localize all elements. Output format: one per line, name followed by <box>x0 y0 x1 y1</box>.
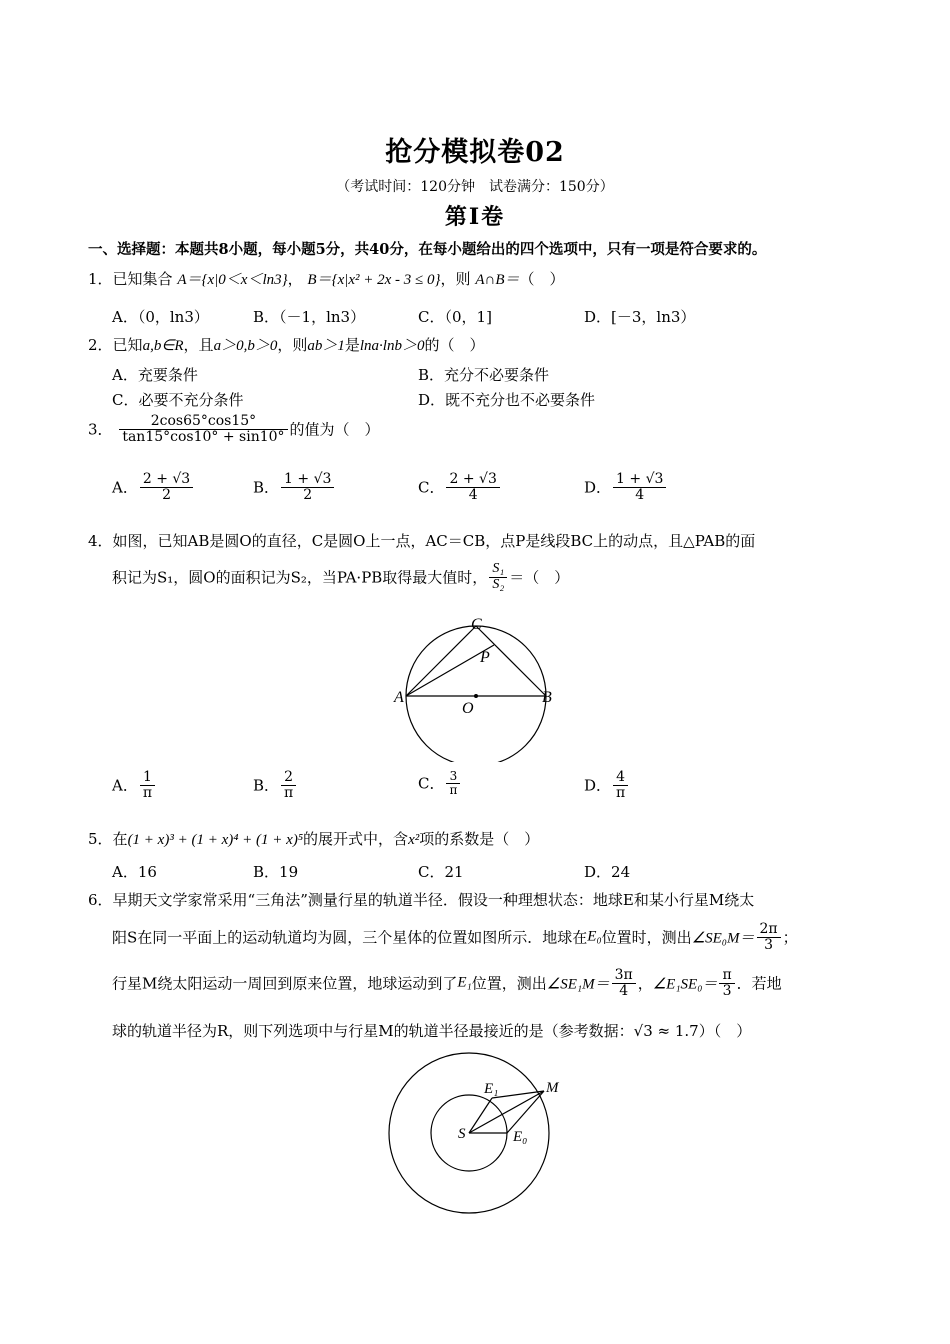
option-d: D．24 <box>584 863 631 881</box>
question-5-stem: 5．在(1 + x)³ + (1 + x)⁴ + (1 + x)⁵的展开式中，含x²项的系数是（ ） <box>88 830 540 848</box>
binomial-sum: (1 + x)³ + (1 + x)⁴ + (1 + x)⁵ <box>127 832 304 848</box>
label-m: M <box>546 1080 559 1096</box>
orbit-figure <box>380 1050 580 1220</box>
option-a: A．充要条件 <box>112 366 198 384</box>
option-d: D．[－3，ln3） <box>584 308 696 326</box>
option-a: A． $\frac{2 + √3}{2}$ <box>112 472 195 502</box>
question-number: 1． <box>88 270 113 288</box>
set-b: B＝{x|x² + 2x - 3 ≤ 0} <box>307 272 441 288</box>
segment-e0m <box>507 1091 544 1133</box>
exam-info: （考试时间：120分钟 试卷满分：150分） <box>336 179 614 195</box>
part-heading: 第Ⅰ卷 <box>444 204 506 230</box>
option-b: B．充分不必要条件 <box>418 366 550 384</box>
option-d: D． $\frac{1 + √3}{4}$ <box>584 472 668 502</box>
option-b: B．19 <box>253 863 299 881</box>
label-a: A <box>394 689 404 706</box>
label-b: B <box>542 689 552 706</box>
segment-e1m <box>492 1091 544 1098</box>
option-d: D．既不充分也不必要条件 <box>418 391 596 409</box>
section-heading: 一、选择题：本题共8小题，每小题5分，共40分，在每小题给出的四个选项中，只有一项是符合要求的。 <box>88 241 767 258</box>
option-a: A．（0，ln3） <box>112 308 209 326</box>
label-c: C <box>471 616 482 633</box>
option-c: C． $\frac{2 + √3}{4}$ <box>418 472 502 502</box>
intersection-expr: A∩B＝ <box>475 272 520 288</box>
set-a: A＝{x|0＜x＜ln3} <box>177 272 288 288</box>
option-c: C． $\frac{3}{\pi}$ <box>418 770 462 796</box>
question-number: 4． <box>88 532 113 550</box>
option-c: C．21 <box>418 863 464 881</box>
question-3-stem: 3． $\frac{2\cos 65^\circ\cos 15^\circ}{\tan 15^\circ\cos 10^\circ + \sin 10^\circ}$ 的值为（ ） <box>88 413 380 445</box>
center-point <box>474 694 478 698</box>
page-title: 抢分模拟卷02 <box>385 137 565 168</box>
question-number: 3． <box>88 420 113 439</box>
label-e1: E₁ <box>484 1081 499 1097</box>
option-b: B． $\frac{2}{\pi}$ <box>253 770 298 800</box>
option-b: B． $\frac{1 + √3}{2}$ <box>253 472 336 502</box>
option-c: C．必要不充分条件 <box>112 391 244 409</box>
option-a: A． $\frac{1}{\pi}$ <box>112 770 157 800</box>
segment-se1 <box>469 1098 492 1133</box>
option-b: B．（－1，ln3） <box>253 308 366 326</box>
label-o: O <box>462 700 474 717</box>
question-1-stem: 1．已知集合 A＝{x|0＜x＜ln3}， B＝{x|x² + 2x - 3 ≤ 0}，则 A∩B＝（ ） <box>88 270 565 288</box>
question-4-line-1: 4．如图，已知AB是圆O的直径，C是圆O上一点，AC＝CB，点P是线段BC上的动点，且△PAB的面 <box>88 532 756 550</box>
question-6-line-4: 球的轨道半径为R，则下列选项中与行星M的轨道半径最接近的是（参考数据：√3 ≈ 1.7）（ ） <box>112 1022 752 1040</box>
question-number: 5． <box>88 830 113 848</box>
question-2-stem: 2．已知a,b∈R，且a＞0,b＞0，则ab＞1是lna·lnb＞0的（ ） <box>88 336 485 354</box>
option-d: D． $\frac{4}{\pi}$ <box>584 770 630 800</box>
question-number: 2． <box>88 336 113 354</box>
circle-figure <box>390 612 570 762</box>
question-6-line-2: 阳S在同一平面上的运动轨道均为圆，三个星体的位置如图所示．地球在E₀位置时，测出∠SE₀M＝ $\frac{2\pi}{3}$ ； <box>112 921 798 953</box>
question-4-line-2: 积记为S₁，圆O的面积记为S₂，当PA·PB取得最大值时， $\frac{\text{S₁}}{\text{S₂}}$ ＝（ ） <box>112 561 570 592</box>
option-a: A．16 <box>112 863 157 881</box>
option-c: C．（0，1] <box>418 308 492 326</box>
label-e0: E₀ <box>513 1129 528 1145</box>
question-number: 6． <box>88 891 113 909</box>
label-s: S <box>458 1126 466 1142</box>
question-6-line-1: 6．早期天文学家常采用“三角法”测量行星的轨道半径．假设一种理想状态：地球E和某小行星M绕太 <box>88 891 755 909</box>
question-6-line-3: 行星M绕太阳运动一周回到原来位置，地球运动到了E₁位置，测出∠SE₁M＝ $\frac{3\pi}{4}$ ，∠E₁SE₀＝ $\frac{\pi}{3}$ ．若地 <box>112 967 782 999</box>
label-p: P <box>480 649 490 666</box>
expression-fraction: $\frac{2\cos 65^\circ\cos 15^\circ}{\tan 15^\circ\cos 10^\circ + \sin 10^\circ}$ <box>119 414 287 444</box>
